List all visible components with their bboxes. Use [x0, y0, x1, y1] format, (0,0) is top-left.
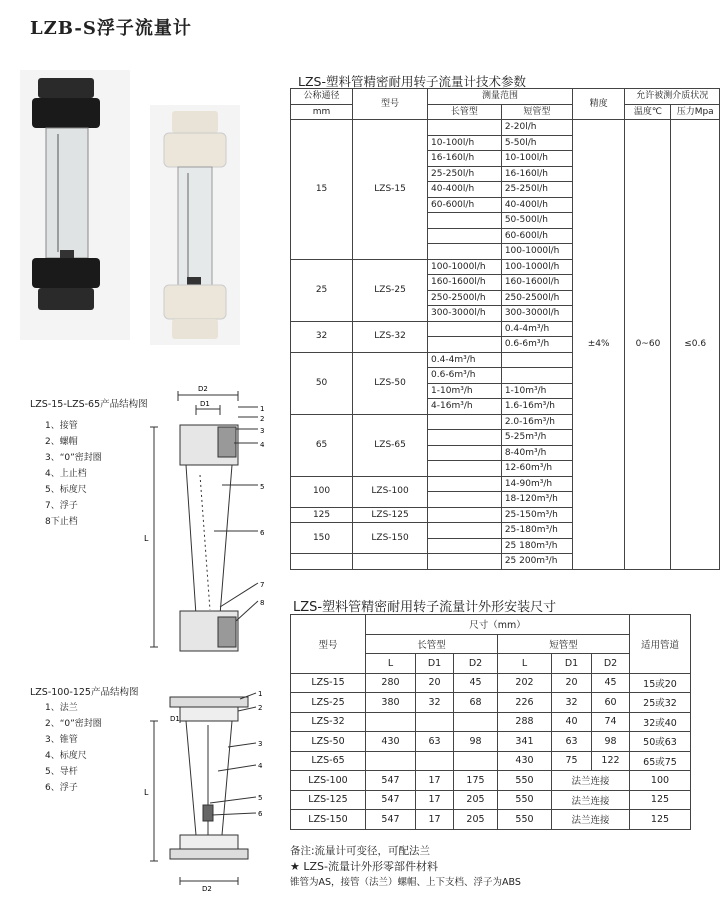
table-cell: 125	[630, 790, 691, 810]
cell-long-range	[428, 120, 502, 136]
part-number: 4	[260, 441, 265, 449]
table-cell: 40	[552, 712, 592, 732]
cell-dia: 32	[291, 321, 353, 352]
dim-label: D2	[198, 385, 208, 393]
table-cell	[454, 712, 498, 732]
table-cell: 550	[498, 790, 552, 810]
table-cell: 63	[552, 732, 592, 752]
cell-short-range: 25-250l/h	[501, 182, 572, 198]
table-cell: LZS-25	[291, 693, 366, 713]
cell-short-range	[501, 352, 572, 368]
cell-long-range	[428, 554, 502, 570]
cell-model: LZS-50	[353, 352, 428, 414]
legend-item: 7、浮子	[45, 501, 78, 511]
cell-short-range: 25 180m³/h	[501, 538, 572, 554]
part-number: 4	[258, 762, 263, 770]
table-cell: 法兰连接	[552, 810, 630, 830]
cell-short-range: 100-1000l/h	[501, 244, 572, 260]
cell-dia	[291, 554, 353, 570]
header-pressure: 压力Mpa	[671, 104, 720, 120]
legend-item: 4、标度尺	[45, 751, 87, 761]
cell-short-range: 25-150m³/h	[501, 507, 572, 523]
cell-model: LZS-125	[353, 507, 428, 523]
table-cell: LZS-65	[291, 751, 366, 771]
cell-short-range: 160-1600l/h	[501, 275, 572, 291]
cell-long-range: 16-160l/h	[428, 151, 502, 167]
header-nominal-dia: 公称通径	[291, 89, 353, 105]
table-cell: 205	[454, 790, 498, 810]
cell-short-range: 14-90m³/h	[501, 476, 572, 492]
header-accuracy: 精度	[572, 89, 625, 120]
flowmeter-white-image	[150, 105, 240, 345]
dim-label: D1	[200, 400, 210, 408]
table-cell: 547	[366, 810, 416, 830]
table-cell	[366, 751, 416, 771]
cell-model: LZS-32	[353, 321, 428, 352]
table-cell: 205	[454, 810, 498, 830]
table-cell	[366, 712, 416, 732]
flowmeter-black-image	[20, 70, 130, 340]
table-cell: 20	[416, 673, 454, 693]
table-cell: 380	[366, 693, 416, 713]
note-line: 锥管为AS，接管（法兰）螺帽、上下支档、浮子为ABS	[290, 877, 521, 888]
cell-short-range: 100-1000l/h	[501, 259, 572, 275]
table-cell: 17	[416, 810, 454, 830]
table-row	[291, 693, 691, 713]
table-cell: 226	[498, 693, 552, 713]
header-temp: 温度℃	[625, 104, 671, 120]
cell-model	[353, 554, 428, 570]
cell-long-range: 100-1000l/h	[428, 259, 502, 275]
cell-short-range	[501, 368, 572, 384]
cell-model: LZS-65	[353, 414, 428, 476]
cell-short-range: 250-2500l/h	[501, 290, 572, 306]
cell-long-range: 0.4-4m³/h	[428, 352, 502, 368]
cell-short-range: 12-60m³/h	[501, 461, 572, 477]
table-cell: 122	[592, 751, 630, 771]
notes	[290, 843, 521, 891]
cell-short-range: 1-10m³/h	[501, 383, 572, 399]
cell-short-range: 300-3000l/h	[501, 306, 572, 322]
table-row	[291, 673, 691, 693]
header-size: 尺寸（mm）	[366, 615, 630, 635]
cell-short-range: 2-20l/h	[501, 120, 572, 136]
column-header: L	[366, 654, 416, 674]
cell-long-range	[428, 507, 502, 523]
table-cell: 75	[552, 751, 592, 771]
cell-accuracy: ±4%	[572, 120, 625, 570]
cell-short-range: 2.0-16m³/h	[501, 414, 572, 430]
table-cell: 32	[552, 693, 592, 713]
header-long: 长管型	[366, 634, 498, 654]
part-number: 1	[258, 690, 263, 698]
cell-long-range	[428, 523, 502, 539]
cell-long-range	[428, 476, 502, 492]
table-cell: 547	[366, 790, 416, 810]
cell-dia: 65	[291, 414, 353, 476]
cell-temp: 0~60	[625, 120, 671, 570]
cell-long-range	[428, 538, 502, 554]
table-cell: 125	[630, 810, 691, 830]
table-cell: 74	[592, 712, 630, 732]
legend-item: 5、导杆	[45, 767, 78, 777]
structure-diagram-2	[140, 685, 280, 895]
cell-short-range: 10-100l/h	[501, 151, 572, 167]
table-cell: 100	[630, 771, 691, 791]
part-number: 8	[260, 599, 265, 607]
table-cell: 430	[498, 751, 552, 771]
table-cell: 550	[498, 771, 552, 791]
table-cell: 430	[366, 732, 416, 752]
table-row	[291, 712, 691, 732]
table-cell: 547	[366, 771, 416, 791]
table-cell: 68	[454, 693, 498, 713]
header-short-tube: 短管型	[501, 104, 572, 120]
cell-model: LZS-100	[353, 476, 428, 507]
cell-short-range: 16-160l/h	[501, 166, 572, 182]
table-cell: 288	[498, 712, 552, 732]
part-number: 2	[258, 704, 263, 712]
header-model: 型号	[353, 89, 428, 120]
page-title: LZB-S浮子流量计	[30, 18, 192, 39]
table-cell: 202	[498, 673, 552, 693]
dim-label: D1	[170, 715, 180, 723]
cell-short-range: 0.6-6m³/h	[501, 337, 572, 353]
cell-short-range: 5-50l/h	[501, 135, 572, 151]
table-cell: 32	[416, 693, 454, 713]
table-cell: 15或20	[630, 673, 691, 693]
cell-short-range: 50-500l/h	[501, 213, 572, 229]
table-cell: 341	[498, 732, 552, 752]
cell-dia: 150	[291, 523, 353, 554]
cell-long-range: 160-1600l/h	[428, 275, 502, 291]
cell-long-range	[428, 337, 502, 353]
diagram2-title: LZS-100-125产品结构图	[30, 687, 139, 698]
dim-table-heading: LZS-塑料管精密耐用转子流量计外形安装尺寸	[293, 600, 557, 615]
table-cell: 98	[454, 732, 498, 752]
dim-label: D2	[202, 885, 212, 893]
legend-item: 5、标度尺	[45, 485, 87, 495]
cell-short-range: 25-180m³/h	[501, 523, 572, 539]
cell-short-range: 18-120m³/h	[501, 492, 572, 508]
header-pipe: 适用管道	[630, 615, 691, 674]
legend-item: 3、“0”密封圈	[45, 453, 102, 463]
column-header: D1	[416, 654, 454, 674]
table-cell: 280	[366, 673, 416, 693]
table-row	[291, 751, 691, 771]
table-cell	[454, 751, 498, 771]
table-cell: 17	[416, 771, 454, 791]
product-photo-white	[150, 105, 240, 345]
column-header: D1	[552, 654, 592, 674]
table-cell: LZS-150	[291, 810, 366, 830]
cell-model: LZS-25	[353, 259, 428, 321]
table-cell: 175	[454, 771, 498, 791]
part-number: 3	[258, 740, 263, 748]
cell-short-range: 60-600l/h	[501, 228, 572, 244]
diagram2-legend	[45, 700, 102, 796]
cell-long-range: 60-600l/h	[428, 197, 502, 213]
spec-table-heading: LZS-塑料管精密耐用转子流量计技术参数	[298, 74, 526, 89]
table-row	[291, 771, 691, 791]
table-cell	[416, 712, 454, 732]
cell-dia: 50	[291, 352, 353, 414]
cell-short-range: 8-40m³/h	[501, 445, 572, 461]
diagram1-legend	[45, 418, 102, 530]
table-cell: LZS-15	[291, 673, 366, 693]
cell-long-range	[428, 445, 502, 461]
table-cell: 98	[592, 732, 630, 752]
header-model: 型号	[291, 615, 366, 674]
table-cell: LZS-125	[291, 790, 366, 810]
column-header: D2	[454, 654, 498, 674]
column-header: D2	[592, 654, 630, 674]
table-cell: 32或40	[630, 712, 691, 732]
cell-dia: 125	[291, 507, 353, 523]
dim-table-wrap	[290, 614, 691, 830]
cell-long-range: 4-16m³/h	[428, 399, 502, 415]
cell-long-range: 0.6-6m³/h	[428, 368, 502, 384]
cell-long-range: 40-400l/h	[428, 182, 502, 198]
cell-long-range	[428, 414, 502, 430]
cell-short-range: 25 200m³/h	[501, 554, 572, 570]
cell-long-range: 10-100l/h	[428, 135, 502, 151]
header-short: 短管型	[498, 634, 630, 654]
table-cell: LZS-100	[291, 771, 366, 791]
table-cell: LZS-32	[291, 712, 366, 732]
table-cell: 50或63	[630, 732, 691, 752]
structure-diagram-1	[140, 385, 280, 665]
part-number: 5	[258, 794, 263, 802]
part-number: 1	[260, 405, 265, 413]
cell-long-range	[428, 228, 502, 244]
legend-item: 2、“0”密封圈	[45, 719, 102, 729]
cell-long-range: 1-10m³/h	[428, 383, 502, 399]
spec-table	[290, 88, 720, 570]
diagram1-title: LZS-15-LZS-65产品结构图	[30, 399, 148, 410]
header-range: 测量范围	[428, 89, 573, 105]
cell-short-range: 5-25m³/h	[501, 430, 572, 446]
dim-table	[290, 614, 691, 830]
table-cell: 60	[592, 693, 630, 713]
table-cell: 法兰连接	[552, 771, 630, 791]
part-number: 6	[260, 529, 265, 537]
cell-short-range: 40-400l/h	[501, 197, 572, 213]
cell-long-range	[428, 461, 502, 477]
cell-dia: 15	[291, 120, 353, 260]
table-cell: 63	[416, 732, 454, 752]
note-line: ★ LZS-流量计外形零部件材料	[290, 860, 438, 873]
table-cell: 45	[454, 673, 498, 693]
cell-long-range	[428, 492, 502, 508]
cell-long-range	[428, 213, 502, 229]
product-photo-black	[20, 70, 130, 340]
legend-item: 2、螺帽	[45, 437, 78, 447]
part-number: 3	[260, 427, 265, 435]
table-cell: 20	[552, 673, 592, 693]
legend-item: 1、接管	[45, 421, 78, 431]
cell-dia: 25	[291, 259, 353, 321]
dim-label: L	[144, 534, 149, 543]
part-number: 7	[260, 581, 265, 589]
cell-long-range	[428, 321, 502, 337]
cell-long-range	[428, 244, 502, 260]
cell-model: LZS-150	[353, 523, 428, 554]
legend-item: 4、上止档	[45, 469, 87, 479]
header-medium: 允许被测介质状况	[625, 89, 720, 105]
cell-dia: 100	[291, 476, 353, 507]
legend-item: 3、锥管	[45, 735, 78, 745]
part-number: 2	[260, 415, 265, 423]
table-cell: 25或32	[630, 693, 691, 713]
column-header: L	[498, 654, 552, 674]
legend-item: 8下止档	[45, 517, 78, 527]
table-cell: 65或75	[630, 751, 691, 771]
part-number: 5	[260, 483, 265, 491]
cell-model: LZS-15	[353, 120, 428, 260]
cell-pressure: ≤0.6	[671, 120, 720, 570]
table-row	[291, 790, 691, 810]
cell-long-range	[428, 430, 502, 446]
table-cell	[416, 751, 454, 771]
table-cell: 17	[416, 790, 454, 810]
part-number: 6	[258, 810, 263, 818]
header-mm: mm	[291, 104, 353, 120]
table-row	[291, 810, 691, 830]
table-cell: 45	[592, 673, 630, 693]
cell-short-range: 1.6-16m³/h	[501, 399, 572, 415]
table-row	[291, 732, 691, 752]
table-row	[291, 120, 720, 136]
cell-short-range: 0.4-4m³/h	[501, 321, 572, 337]
cell-long-range: 25-250l/h	[428, 166, 502, 182]
table-cell: 550	[498, 810, 552, 830]
note-line: 备注:流量计可变径，可配法兰	[290, 845, 431, 857]
legend-item: 6、浮子	[45, 783, 78, 793]
spec-table-body	[291, 89, 720, 570]
header-long-tube: 长管型	[428, 104, 502, 120]
spec-table-wrap	[290, 88, 720, 570]
dim-table-body	[291, 615, 691, 830]
table-cell: LZS-50	[291, 732, 366, 752]
cell-long-range: 300-3000l/h	[428, 306, 502, 322]
cell-long-range: 250-2500l/h	[428, 290, 502, 306]
legend-item: 1、法兰	[45, 703, 78, 713]
table-cell: 法兰连接	[552, 790, 630, 810]
dim-label: L	[144, 788, 149, 797]
